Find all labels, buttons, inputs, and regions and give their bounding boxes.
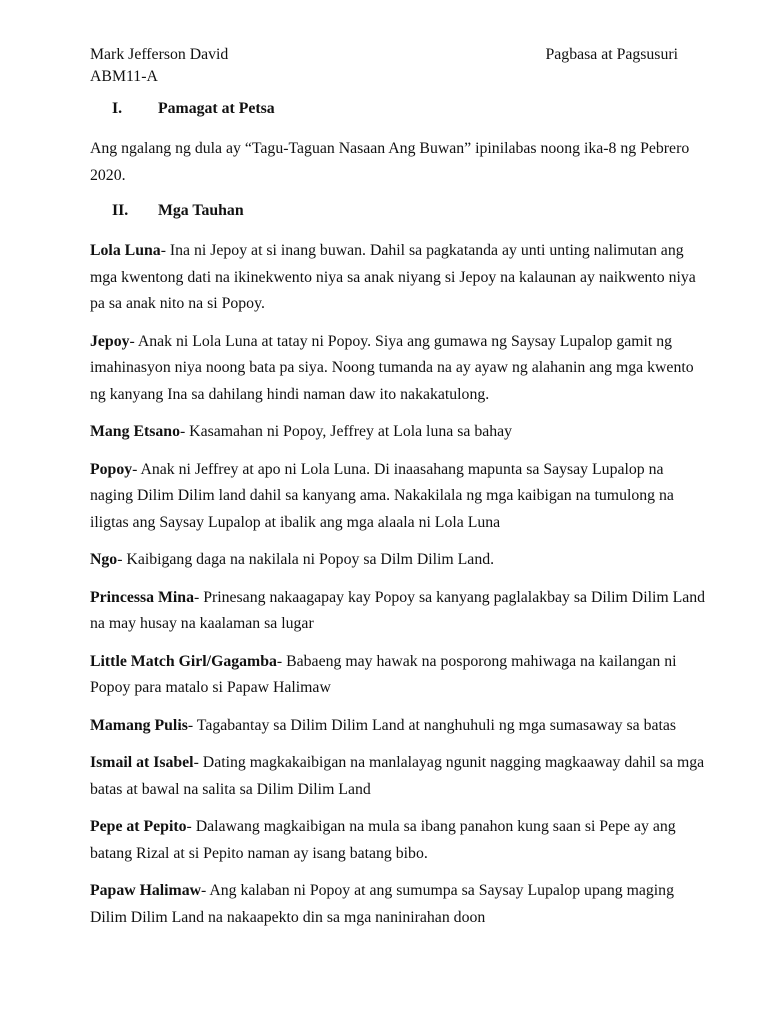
section-title: Pamagat at Petsa [158, 100, 275, 117]
intro-paragraph [90, 136, 710, 189]
text-line [90, 510, 710, 537]
author-section: ABM11-A [90, 68, 158, 85]
text-line [90, 841, 710, 868]
character-description: na may husay na kaalaman sa lugar [90, 615, 314, 632]
character-description: - Tagabantay sa Dilim Dilim Land at nanghuhuli ng mga sumasaway sa batas [187, 716, 677, 734]
section-number: I. [112, 100, 123, 117]
text-line [90, 675, 710, 702]
section-heading-1 [90, 98, 710, 120]
character-name: Mang Etsano [90, 423, 180, 440]
text-line [90, 905, 710, 932]
subject-title: Pagbasa at Pagsusuri [545, 46, 678, 63]
character-entry [90, 814, 710, 867]
character-description: pa sa anak nito na si Popoy. [90, 295, 265, 312]
author-name: Mark Jefferson David [90, 46, 229, 63]
character-name: Mamang Pulis [90, 716, 188, 734]
character-entry [90, 750, 710, 803]
character-entry [90, 238, 710, 318]
character-entry [90, 457, 710, 537]
character-entry [90, 419, 710, 446]
character-entry [90, 547, 710, 574]
text-line: Ang ngalang ng dula ay “Tagu-Taguan Nasaan Ang Buwan” ipinilabas noong ika-8 ng Pebrero [90, 140, 690, 157]
character-name: Princessa Mina [90, 588, 194, 606]
character-description: - Ina ni Jepoy at si inang buwan. Dahil sa pagkatanda ay unti unting nalimutan ang [160, 242, 684, 259]
character-description: naging Dilim Dilim land dahil sa kanyang ama. Nakakilala ng mga kaibigan na tumulong na [90, 487, 674, 504]
character-entry [90, 713, 710, 740]
text-line [90, 382, 710, 409]
character-description: - Kaibigang daga na nakilala ni Popoy sa Dilm Dilim Land. [117, 551, 495, 568]
section-heading-2 [90, 200, 710, 222]
section-number: II. [112, 202, 129, 219]
character-entry [90, 878, 710, 931]
text-line: 2020. [90, 166, 126, 184]
character-description: - Ang kalaban ni Popoy at ang sumumpa sa Saysay Lupalop upang maging [201, 882, 674, 899]
character-description: Dilim Dilim Land na nakaapekto din sa mga naninirahan doon [90, 908, 486, 926]
section-title: Mga Tauhan [158, 202, 244, 219]
text-line [90, 814, 710, 841]
character-description: - Anak ni Lola Luna at tatay ni Popoy. Siya ang gumawa ng Saysay Lupalop gamit ng [129, 332, 673, 350]
character-description: ng kanyang Ina sa dahilang hindi naman daw ito nakakatulong. [90, 385, 490, 403]
character-name: Little Match Girl/Gagamba [90, 652, 277, 670]
character-name: Jepoy [90, 332, 130, 350]
character-name: Ngo [90, 551, 118, 568]
document-body [90, 98, 710, 942]
character-name: Ismail at Isabel [90, 754, 194, 771]
text-line [90, 611, 710, 638]
character-description: Popoy para matalo si Papaw Halimaw [90, 679, 331, 696]
text-line [90, 547, 710, 574]
text-line [90, 355, 710, 382]
text-line [90, 483, 710, 510]
character-description: - Babaeng may hawak na posporong mahiwaga na kailangan ni [276, 652, 677, 670]
character-name: Lola Luna [90, 242, 161, 259]
character-entry [90, 329, 710, 409]
text-line [90, 585, 710, 612]
character-description: mga kwentong dati na ikinekwento niya sa anak niyang si Jepoy na kalaunan ay naikwento niya [90, 268, 696, 286]
character-name: Papaw Halimaw [90, 882, 202, 899]
character-description: iligtas ang Saysay Lupalop at ibalik ang mga alaala ni Lola Luna [90, 513, 501, 531]
text-line [90, 649, 710, 676]
text-line [90, 878, 710, 905]
text-line [90, 777, 710, 804]
character-description: - Dalawang magkaibigan na mula sa ibang panahon kung saan si Pepe ay ang [186, 818, 676, 835]
text-line [90, 419, 710, 446]
character-description: - Prinesang nakaagapay kay Popoy sa kanyang paglalakbay sa Dilim Dilim Land [193, 588, 706, 606]
character-description: batas at bawal na salita sa Dilim Dilim Land [90, 780, 371, 798]
character-description: imahinasyon niya noong bata pa siya. Noong tumanda na ay ayaw ng alahanin ang mga kwento [90, 359, 694, 376]
text-line [90, 238, 710, 265]
character-description: - Anak ni Jeffrey at apo ni Lola Luna. Di inaasahang mapunta sa Saysay Lupalop na [132, 460, 664, 478]
text-line [90, 265, 710, 292]
text-line [90, 329, 710, 356]
character-description: - Kasamahan ni Popoy, Jeffrey at Lola luna sa bahay [179, 423, 513, 440]
text-line [90, 291, 710, 318]
text-line [90, 750, 710, 777]
character-description: batang Rizal at si Pepito naman ay isang batang bibo. [90, 844, 428, 862]
text-line [90, 713, 710, 740]
character-name: Popoy [90, 460, 133, 478]
text-line [90, 457, 710, 484]
character-description: - Dating magkakaibigan na manlalayag ngunit nagging magkaaway dahil sa mga [193, 754, 705, 771]
character-entry [90, 585, 710, 638]
character-name: Pepe at Pepito [90, 818, 187, 835]
character-entry [90, 649, 710, 702]
character-list [90, 238, 710, 931]
